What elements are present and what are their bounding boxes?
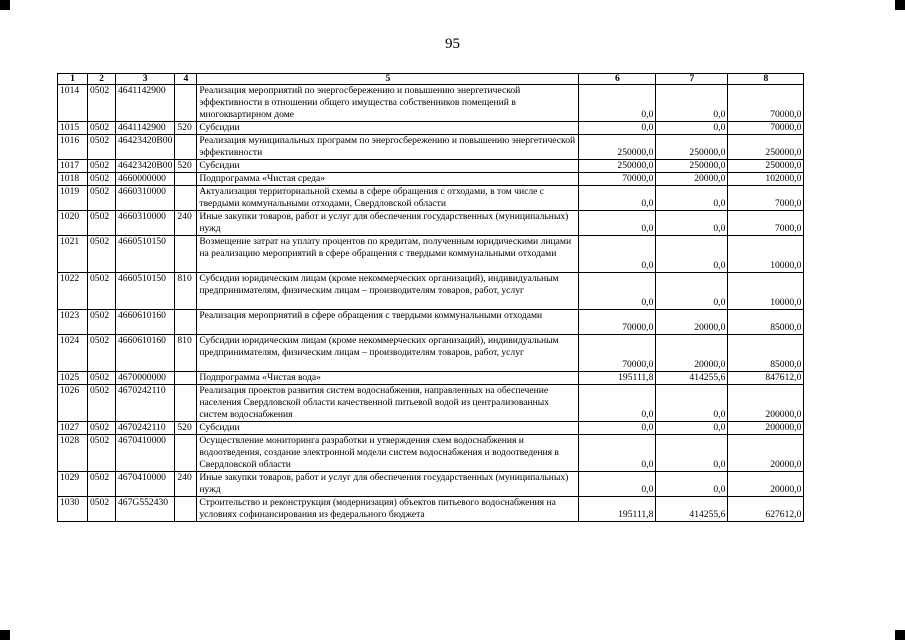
row-description: Строительство и реконструкция (модернизация) объектов питьевого водоснабжения на условиях софинансирования из федерального бюджета	[197, 497, 579, 522]
row-number: 1021	[58, 236, 88, 273]
amount-year-3: 102000,0	[728, 173, 804, 186]
target-article-code: 4660610160	[116, 310, 175, 335]
expense-type-code	[175, 236, 197, 273]
target-article-code: 4660510150	[116, 273, 175, 310]
table-row	[58, 435, 804, 472]
column-header-row	[58, 74, 804, 85]
amount-year-3: 7000,0	[728, 211, 804, 236]
column-header: 5	[197, 74, 579, 85]
amount-year-3: 250000,0	[728, 135, 804, 160]
target-article-code: 4660610160	[116, 335, 175, 372]
row-number: 1017	[58, 160, 88, 173]
amount-year-1: 0,0	[579, 273, 656, 310]
row-description: Реализация мероприятий в сфере обращения с твердыми коммунальными отходами	[197, 310, 579, 335]
amount-year-3: 20000,0	[728, 435, 804, 472]
expense-type-code	[175, 173, 197, 186]
row-description: Возмещение затрат на уплату процентов по кредитам, полученным юридическими лицами на реализацию мероприятий в сфере обращения с твердыми коммунальными отходами	[197, 236, 579, 273]
section-code: 0502	[88, 335, 116, 372]
target-article-code: 4660510150	[116, 236, 175, 273]
table-row	[58, 85, 804, 122]
amount-year-3: 7000,0	[728, 186, 804, 211]
row-number: 1014	[58, 85, 88, 122]
page-number: 95	[445, 36, 460, 52]
table-row	[58, 160, 804, 173]
expense-type-code: 520	[175, 160, 197, 173]
table-row	[58, 236, 804, 273]
amount-year-1: 0,0	[579, 472, 656, 497]
table-row	[58, 135, 804, 160]
amount-year-1: 0,0	[579, 435, 656, 472]
amount-year-3: 847612,0	[728, 372, 804, 385]
scan-corner	[895, 0, 905, 10]
column-header: 2	[88, 74, 116, 85]
expense-type-code	[175, 497, 197, 522]
row-number: 1026	[58, 385, 88, 422]
table-row	[58, 497, 804, 522]
amount-year-2: 0,0	[656, 472, 728, 497]
target-article-code: 4641142900	[116, 122, 175, 135]
row-number: 1023	[58, 310, 88, 335]
target-article-code: 4660000000	[116, 173, 175, 186]
row-description: Реализация проектов развития систем водоснабжения, направленных на обеспечение населения Свердловской области качественной питьевой водой из централизованных систем водоснабжения	[197, 385, 579, 422]
amount-year-2: 0,0	[656, 85, 728, 122]
amount-year-1: 0,0	[579, 422, 656, 435]
row-number: 1018	[58, 173, 88, 186]
target-article-code: 4670410000	[116, 435, 175, 472]
section-code: 0502	[88, 385, 116, 422]
amount-year-2: 0,0	[656, 422, 728, 435]
table-row	[58, 310, 804, 335]
row-description: Реализация мероприятий по энергосбережению и повышению энергетической эффективности в отношении общего имущества собственников помещений в многоквартирном доме	[197, 85, 579, 122]
amount-year-3: 200000,0	[728, 385, 804, 422]
amount-year-2: 20000,0	[656, 335, 728, 372]
target-article-code: 467G552430	[116, 497, 175, 522]
section-code: 0502	[88, 186, 116, 211]
row-number: 1029	[58, 472, 88, 497]
section-code: 0502	[88, 497, 116, 522]
expense-type-code: 520	[175, 122, 197, 135]
target-article-code: 4670410000	[116, 472, 175, 497]
column-header: 4	[175, 74, 197, 85]
expense-type-code	[175, 372, 197, 385]
target-article-code: 46423420В00	[116, 135, 175, 160]
amount-year-2: 414255,6	[656, 497, 728, 522]
expense-type-code	[175, 310, 197, 335]
amount-year-2: 20000,0	[656, 173, 728, 186]
section-code: 0502	[88, 310, 116, 335]
row-number: 1025	[58, 372, 88, 385]
column-header: 3	[116, 74, 175, 85]
amount-year-3: 85000,0	[728, 310, 804, 335]
amount-year-3: 85000,0	[728, 335, 804, 372]
table-body	[58, 85, 804, 522]
expense-type-code: 810	[175, 273, 197, 310]
expense-type-code	[175, 385, 197, 422]
row-description: Иные закупки товаров, работ и услуг для обеспечения государственных (муниципальных) нужд	[197, 211, 579, 236]
amount-year-3: 20000,0	[728, 472, 804, 497]
amount-year-1: 250000,0	[579, 135, 656, 160]
amount-year-3: 70000,0	[728, 85, 804, 122]
amount-year-1: 0,0	[579, 236, 656, 273]
column-header: 7	[656, 74, 728, 85]
expense-type-code	[175, 85, 197, 122]
amount-year-3: 10000,0	[728, 236, 804, 273]
section-code: 0502	[88, 122, 116, 135]
amount-year-2: 250000,0	[656, 160, 728, 173]
amount-year-1: 70000,0	[579, 173, 656, 186]
row-description: Субсидии юридическим лицам (кроме некоммерческих организаций), индивидуальным предпринимателям, физическим лицам – производителям товаров, работ, услуг	[197, 273, 579, 310]
expense-type-code: 520	[175, 422, 197, 435]
amount-year-2: 20000,0	[656, 310, 728, 335]
row-description: Актуализация территориальной схемы в сфере обращения с отходами, в том числе с твердыми коммунальными отходами, Свердловской области	[197, 186, 579, 211]
target-article-code: 46423420В00	[116, 160, 175, 173]
row-description: Подпрограмма «Чистая вода»	[197, 372, 579, 385]
amount-year-1: 70000,0	[579, 310, 656, 335]
table-row	[58, 335, 804, 372]
expense-type-code: 810	[175, 335, 197, 372]
row-number: 1015	[58, 122, 88, 135]
expense-type-code	[175, 186, 197, 211]
amount-year-1: 0,0	[579, 122, 656, 135]
expense-type-code	[175, 435, 197, 472]
amount-year-2: 0,0	[656, 186, 728, 211]
amount-year-1: 195111,8	[579, 372, 656, 385]
column-header: 8	[728, 74, 804, 85]
amount-year-2: 0,0	[656, 435, 728, 472]
table-row	[58, 372, 804, 385]
section-code: 0502	[88, 472, 116, 497]
amount-year-3: 10000,0	[728, 273, 804, 310]
row-number: 1019	[58, 186, 88, 211]
row-description: Субсидии	[197, 122, 579, 135]
amount-year-2: 0,0	[656, 273, 728, 310]
target-article-code: 4670000000	[116, 372, 175, 385]
amount-year-3: 70000,0	[728, 122, 804, 135]
table-row	[58, 472, 804, 497]
amount-year-1: 0,0	[579, 186, 656, 211]
section-code: 0502	[88, 135, 116, 160]
section-code: 0502	[88, 173, 116, 186]
table-row	[58, 273, 804, 310]
section-code: 0502	[88, 160, 116, 173]
scan-corner	[895, 630, 905, 640]
amount-year-3: 200000,0	[728, 422, 804, 435]
table-row	[58, 385, 804, 422]
table-row	[58, 422, 804, 435]
scan-corner	[0, 0, 10, 10]
target-article-code: 4660310000	[116, 186, 175, 211]
amount-year-2: 0,0	[656, 211, 728, 236]
table-row	[58, 211, 804, 236]
amount-year-3: 627612,0	[728, 497, 804, 522]
section-code: 0502	[88, 236, 116, 273]
scan-corner	[0, 630, 10, 640]
budget-table	[57, 73, 804, 522]
section-code: 0502	[88, 85, 116, 122]
row-number: 1028	[58, 435, 88, 472]
target-article-code: 4660310000	[116, 211, 175, 236]
target-article-code: 4670242110	[116, 422, 175, 435]
expense-type-code	[175, 135, 197, 160]
row-description: Иные закупки товаров, работ и услуг для обеспечения государственных (муниципальных) нужд	[197, 472, 579, 497]
section-code: 0502	[88, 435, 116, 472]
amount-year-1: 0,0	[579, 385, 656, 422]
row-number: 1027	[58, 422, 88, 435]
row-number: 1016	[58, 135, 88, 160]
amount-year-1: 195111,8	[579, 497, 656, 522]
expense-type-code: 240	[175, 211, 197, 236]
row-description: Субсидии юридическим лицам (кроме некоммерческих организаций), индивидуальным предпринимателям, физическим лицам – производителям товаров, работ, услуг	[197, 335, 579, 372]
target-article-code: 4670242110	[116, 385, 175, 422]
section-code: 0502	[88, 211, 116, 236]
amount-year-1: 250000,0	[579, 160, 656, 173]
table-row	[58, 186, 804, 211]
row-number: 1022	[58, 273, 88, 310]
column-header: 1	[58, 74, 88, 85]
table-row	[58, 173, 804, 186]
amount-year-1: 0,0	[579, 85, 656, 122]
section-code: 0502	[88, 273, 116, 310]
amount-year-2: 0,0	[656, 122, 728, 135]
target-article-code: 4641142900	[116, 85, 175, 122]
section-code: 0502	[88, 372, 116, 385]
row-number: 1024	[58, 335, 88, 372]
amount-year-2: 414255,6	[656, 372, 728, 385]
column-header: 6	[579, 74, 656, 85]
amount-year-1: 0,0	[579, 211, 656, 236]
row-description: Подпрограмма «Чистая среда»	[197, 173, 579, 186]
row-number: 1020	[58, 211, 88, 236]
amount-year-2: 0,0	[656, 385, 728, 422]
row-description: Реализация муниципальных программ по энергосбережению и повышению энергетической эффективности	[197, 135, 579, 160]
amount-year-2: 250000,0	[656, 135, 728, 160]
row-number: 1030	[58, 497, 88, 522]
amount-year-3: 250000,0	[728, 160, 804, 173]
section-code: 0502	[88, 422, 116, 435]
amount-year-1: 70000,0	[579, 335, 656, 372]
amount-year-2: 0,0	[656, 236, 728, 273]
table-row	[58, 122, 804, 135]
row-description: Осуществление мониторинга разработки и утверждения схем водоснабжения и водоотведения, создание электронной модели систем водоснабжения и водоотведения в Свердловской области	[197, 435, 579, 472]
row-description: Субсидии	[197, 160, 579, 173]
row-description: Субсидии	[197, 422, 579, 435]
expense-type-code: 240	[175, 472, 197, 497]
